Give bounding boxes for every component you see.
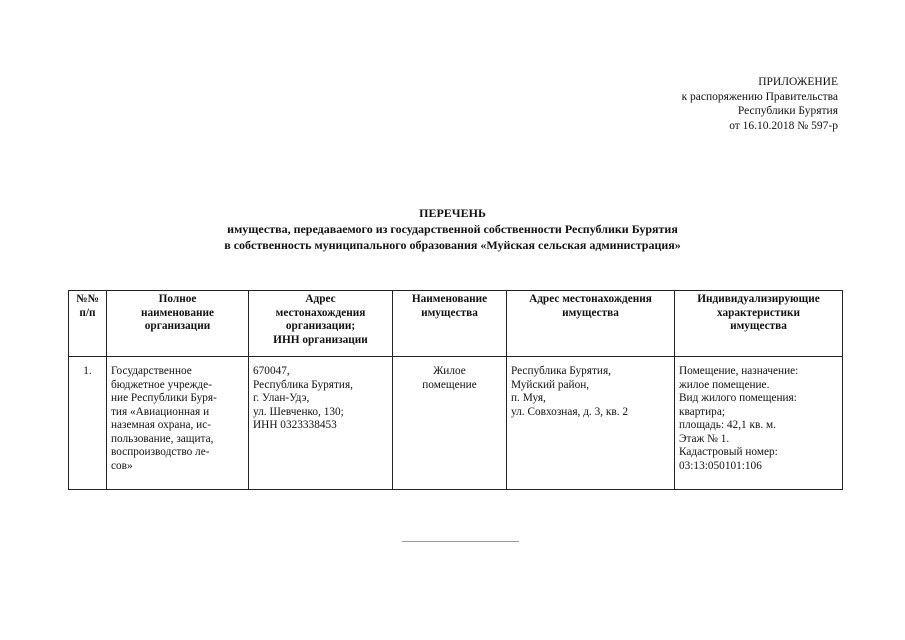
organization-line: наземная охрана, ис- bbox=[111, 419, 211, 431]
cell-property-name bbox=[393, 357, 507, 490]
header-org-address-line: местонахождения bbox=[275, 306, 366, 319]
organization-line: бюджетное учрежде- bbox=[111, 378, 212, 391]
appendix-label: ПРИЛОЖЕНИЕ bbox=[758, 76, 838, 88]
appendix-date-number: от 16.10.2018 № 597-р bbox=[729, 119, 838, 132]
cell-org-address bbox=[249, 357, 393, 490]
header-characteristics-line: характеристики bbox=[716, 306, 801, 319]
characteristics-line: жилое помещение. bbox=[679, 378, 770, 391]
org-address-line: Республика Бурятия, bbox=[253, 378, 353, 391]
header-number-line: №№ bbox=[76, 293, 99, 305]
organization-line: воспроизводство ле- bbox=[111, 446, 210, 458]
header-org-address-line: Адрес bbox=[305, 293, 336, 305]
table-row bbox=[69, 357, 843, 490]
header-number bbox=[69, 291, 107, 357]
appendix-authority: Республики Бурятия bbox=[737, 105, 838, 117]
header-org-address-line: ИНН организации bbox=[273, 333, 368, 346]
header-characteristics-line: Индивидуализирующие bbox=[697, 293, 820, 305]
organization-line: тия «Авиационная и bbox=[111, 405, 210, 418]
header-property-name bbox=[393, 291, 507, 357]
cell-organization bbox=[107, 357, 249, 490]
header-characteristics-line: имущества bbox=[730, 320, 787, 332]
org-address-line: ул. Шевченко, 130; bbox=[253, 405, 344, 418]
characteristics-line: площадь: 42,1 кв. м. bbox=[679, 419, 776, 431]
characteristics-line: Вид жилого помещения: bbox=[679, 392, 797, 404]
characteristics-line: Кадастровый номер: bbox=[679, 446, 778, 458]
property-address-line: п. Муя, bbox=[511, 392, 546, 404]
document-title bbox=[0, 205, 905, 253]
property-name-line: Жилое bbox=[433, 365, 466, 377]
header-organization-line: Полное bbox=[158, 293, 197, 305]
property-table bbox=[68, 290, 843, 490]
characteristics-line: 03:13:050101:106 bbox=[679, 459, 762, 472]
cell-property-address bbox=[507, 357, 675, 490]
property-address-line: ул. Совхозная, д. 3, кв. 2 bbox=[511, 405, 629, 418]
org-address-line: г. Улан-Удэ, bbox=[253, 392, 310, 404]
header-organization-line: наименование bbox=[140, 306, 215, 319]
title-subheading-2: в собственность муниципального образования «Муйская сельская администрация» bbox=[224, 238, 681, 252]
table-header-row bbox=[69, 291, 843, 357]
header-characteristics bbox=[675, 291, 843, 357]
header-property-address-line: Адрес местонахождения bbox=[529, 293, 652, 305]
header-property-name-line: Наименование bbox=[411, 293, 488, 305]
header-organization-line: организации bbox=[144, 320, 211, 332]
characteristics-line: Этаж № 1. bbox=[679, 432, 730, 445]
org-address-line: 670047, bbox=[253, 365, 290, 377]
characteristics-line: Помещение, назначение: bbox=[679, 365, 799, 377]
cell-characteristics bbox=[675, 357, 843, 490]
property-address-line: Муйский район, bbox=[511, 378, 590, 391]
header-organization bbox=[107, 291, 249, 357]
org-address-line: ИНН 0323338453 bbox=[253, 419, 337, 431]
appendix-reference: к распоряжению Правительства bbox=[681, 90, 838, 103]
header-property-address-line: имущества bbox=[562, 306, 619, 319]
header-number-line: п/п bbox=[79, 306, 96, 319]
organization-line: сов» bbox=[111, 459, 133, 472]
appendix-header bbox=[682, 75, 838, 133]
header-property-address bbox=[507, 291, 675, 357]
header-org-address bbox=[249, 291, 393, 357]
title-subheading-1: имущества, передаваемого из государственной собственности Республики Бурятия bbox=[227, 222, 678, 236]
organization-line: Государственное bbox=[111, 365, 192, 377]
cell-number: 1. bbox=[69, 357, 107, 490]
title-heading: ПЕРЕЧЕНЬ bbox=[419, 206, 486, 220]
organization-line: пользование, защита, bbox=[111, 432, 214, 445]
organization-line: ние Республики Буря- bbox=[111, 392, 217, 404]
header-property-name-line: имущества bbox=[421, 306, 478, 319]
header-org-address-line: организации; bbox=[285, 320, 356, 332]
end-separator-line bbox=[402, 541, 519, 542]
characteristics-line: квартира; bbox=[679, 405, 725, 418]
property-address-line: Республика Бурятия, bbox=[511, 365, 611, 377]
property-name-line: помещение bbox=[422, 378, 477, 391]
